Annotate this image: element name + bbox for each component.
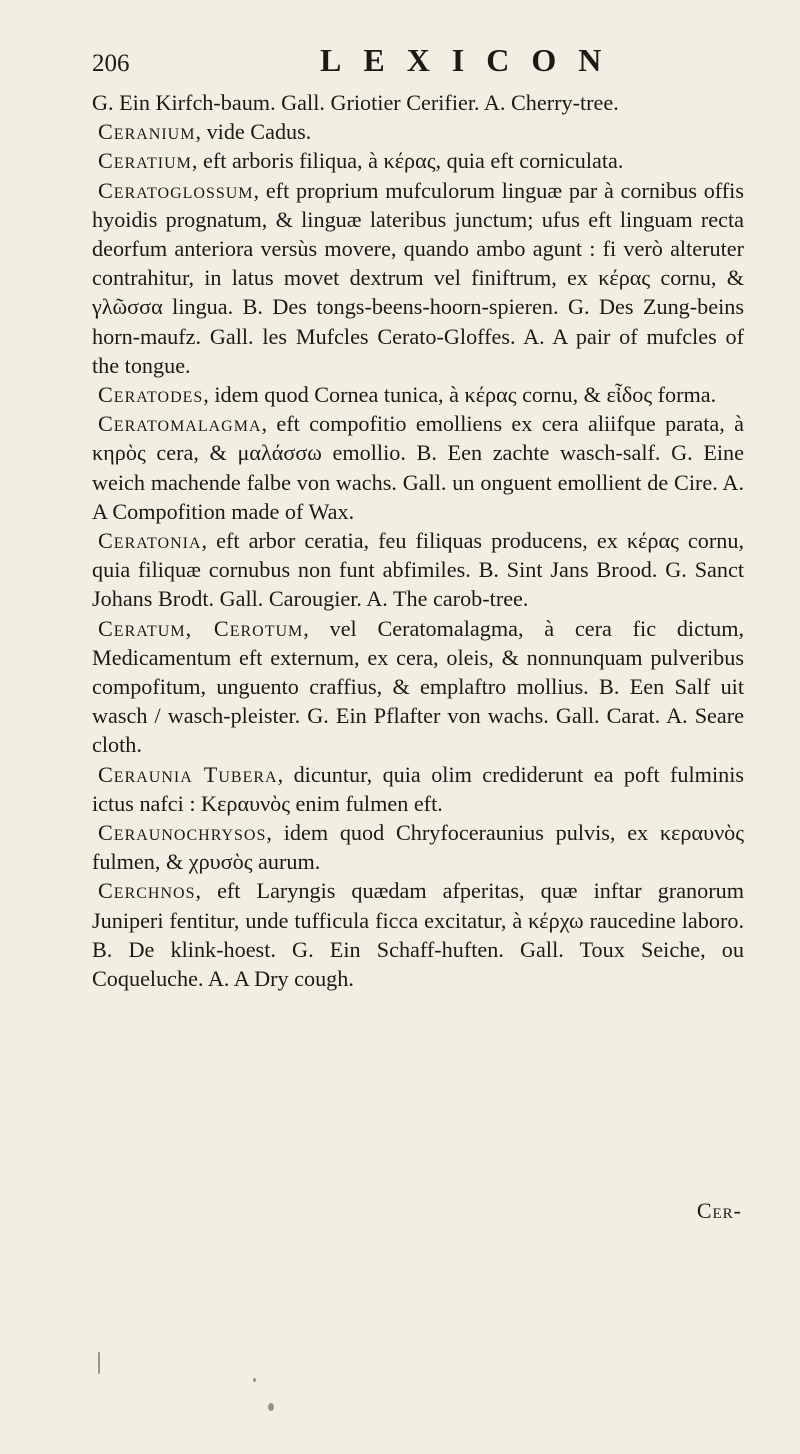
- entry-text: , eft compofitio emolliens ex cera aliifque parata, à κηρὸς cera, & μαλάσσω emollio. B. Een zachte wasch-salf. G. Eine weich machende falbe von wachs. Gall. un onguent emollient de Cire. A. A Compofition made of Wax.: [92, 411, 744, 524]
- entry-text: , idem quod Chryfoceraunius pulvis, ex κεραυνὸς fulmen, & χρυσὸς aurum.: [92, 820, 744, 875]
- entry-ceratium: [92, 146, 744, 175]
- entry-text: , dicuntur, quia olim crediderunt ea poft fulminis ictus nafci : Κεραυνὸς enim fulmen eft.: [92, 761, 744, 816]
- paper-speck: [253, 1378, 256, 1382]
- entry-text: , vide Cadus.: [195, 119, 312, 145]
- headword: Ceratium: [98, 148, 192, 174]
- headword: Ceraunochrysos: [98, 820, 267, 846]
- entry-text: , idem quod Cornea tunica, à κέρας cornu, & εἶδος forma.: [203, 382, 717, 408]
- headword: Ceratum, Cerotum: [98, 615, 304, 641]
- entry-ceratomalagma: [92, 409, 744, 526]
- entry-ceratum: [92, 614, 744, 760]
- entry-text: , eft Laryngis quædam afperitas, quæ inftar granorum Juniperi fentitur, unde tufficula ficca excitatur, à κέρχω raucedine laboro. B. De klink-hoest. G. Ein Schaff-huften. Gall. Toux Seiche, ou Coqueluche. A. A Dry cough.: [92, 878, 744, 992]
- headword: Ceratoglossum: [98, 177, 254, 203]
- page-body: [92, 88, 744, 993]
- entry-text: , vel Ceratomalagma, à cera fic dictum, Medicamentum eft externum, ex cera, oleis, & nonnunquam pulveribus compofitum, unguento craffius, & emplaftro mollius. B. Een Salf uit wasch / wasch-pleister. G. Ein Pflafter von wachs. Gall. Carat. A. Seare cloth.: [92, 615, 745, 758]
- headword: Ceranium: [98, 119, 196, 145]
- page-number: 206: [92, 50, 130, 77]
- paper-speck: [98, 1352, 100, 1374]
- catchword: Cer-: [696, 1198, 742, 1223]
- entry-ceratoglossum: [92, 176, 744, 380]
- headword: Ceratonia: [98, 528, 202, 554]
- entry-text: , eft arboris filiqua, à κέρας, quia eft corniculata.: [191, 148, 624, 174]
- entry-ceratodes: [92, 380, 744, 409]
- running-head: LEXICON: [320, 42, 624, 78]
- entry-ceranium: [92, 117, 744, 146]
- entry-text: , eft arbor ceratia, feu filiquas producens, ex κέρας cornu, quia filiquæ cornubus non funt abfimiles. B. Sint Jans Brood. G. Sanct Johans Brodt. Gall. Carougier. A. The carob-tree.: [92, 528, 744, 612]
- entry-ceraunia-tubera: [92, 760, 744, 818]
- headword: Ceratodes: [98, 382, 204, 408]
- entry-text: , eft proprium mufculorum linguæ par à cornibus offis hyoidis prognatum, & linguæ lateribus junctum; ufus eft linguam recta deorfum anteriora versùs movere, quando ambo agunt : fi verò alteruter contrahitur, in latus movet dextrum vel finiftrum, ex κέρας cornu, & γλῶσσα lingua. B. Des tongs-beens-hoorn-spieren. G. Des Zung-beins horn-maufz. Gall. les Mufcles Cerato-Gloffes. A. A pair of mufcles of the tongue.: [92, 177, 744, 378]
- entry-cerchnos: [92, 876, 744, 993]
- entry-ceratonia: [92, 526, 744, 614]
- entry-continuation: G. Ein Kirfch-baum. Gall. Griotier Cerifier. A. Cherry-tree.: [92, 90, 619, 115]
- entry-ceraunochrysos: [92, 818, 744, 876]
- paper-speck: [268, 1403, 274, 1411]
- headword: Cerchnos: [98, 878, 196, 904]
- headword: Ceratomalagma: [98, 411, 262, 437]
- headword: Ceraunia Tubera: [98, 761, 278, 787]
